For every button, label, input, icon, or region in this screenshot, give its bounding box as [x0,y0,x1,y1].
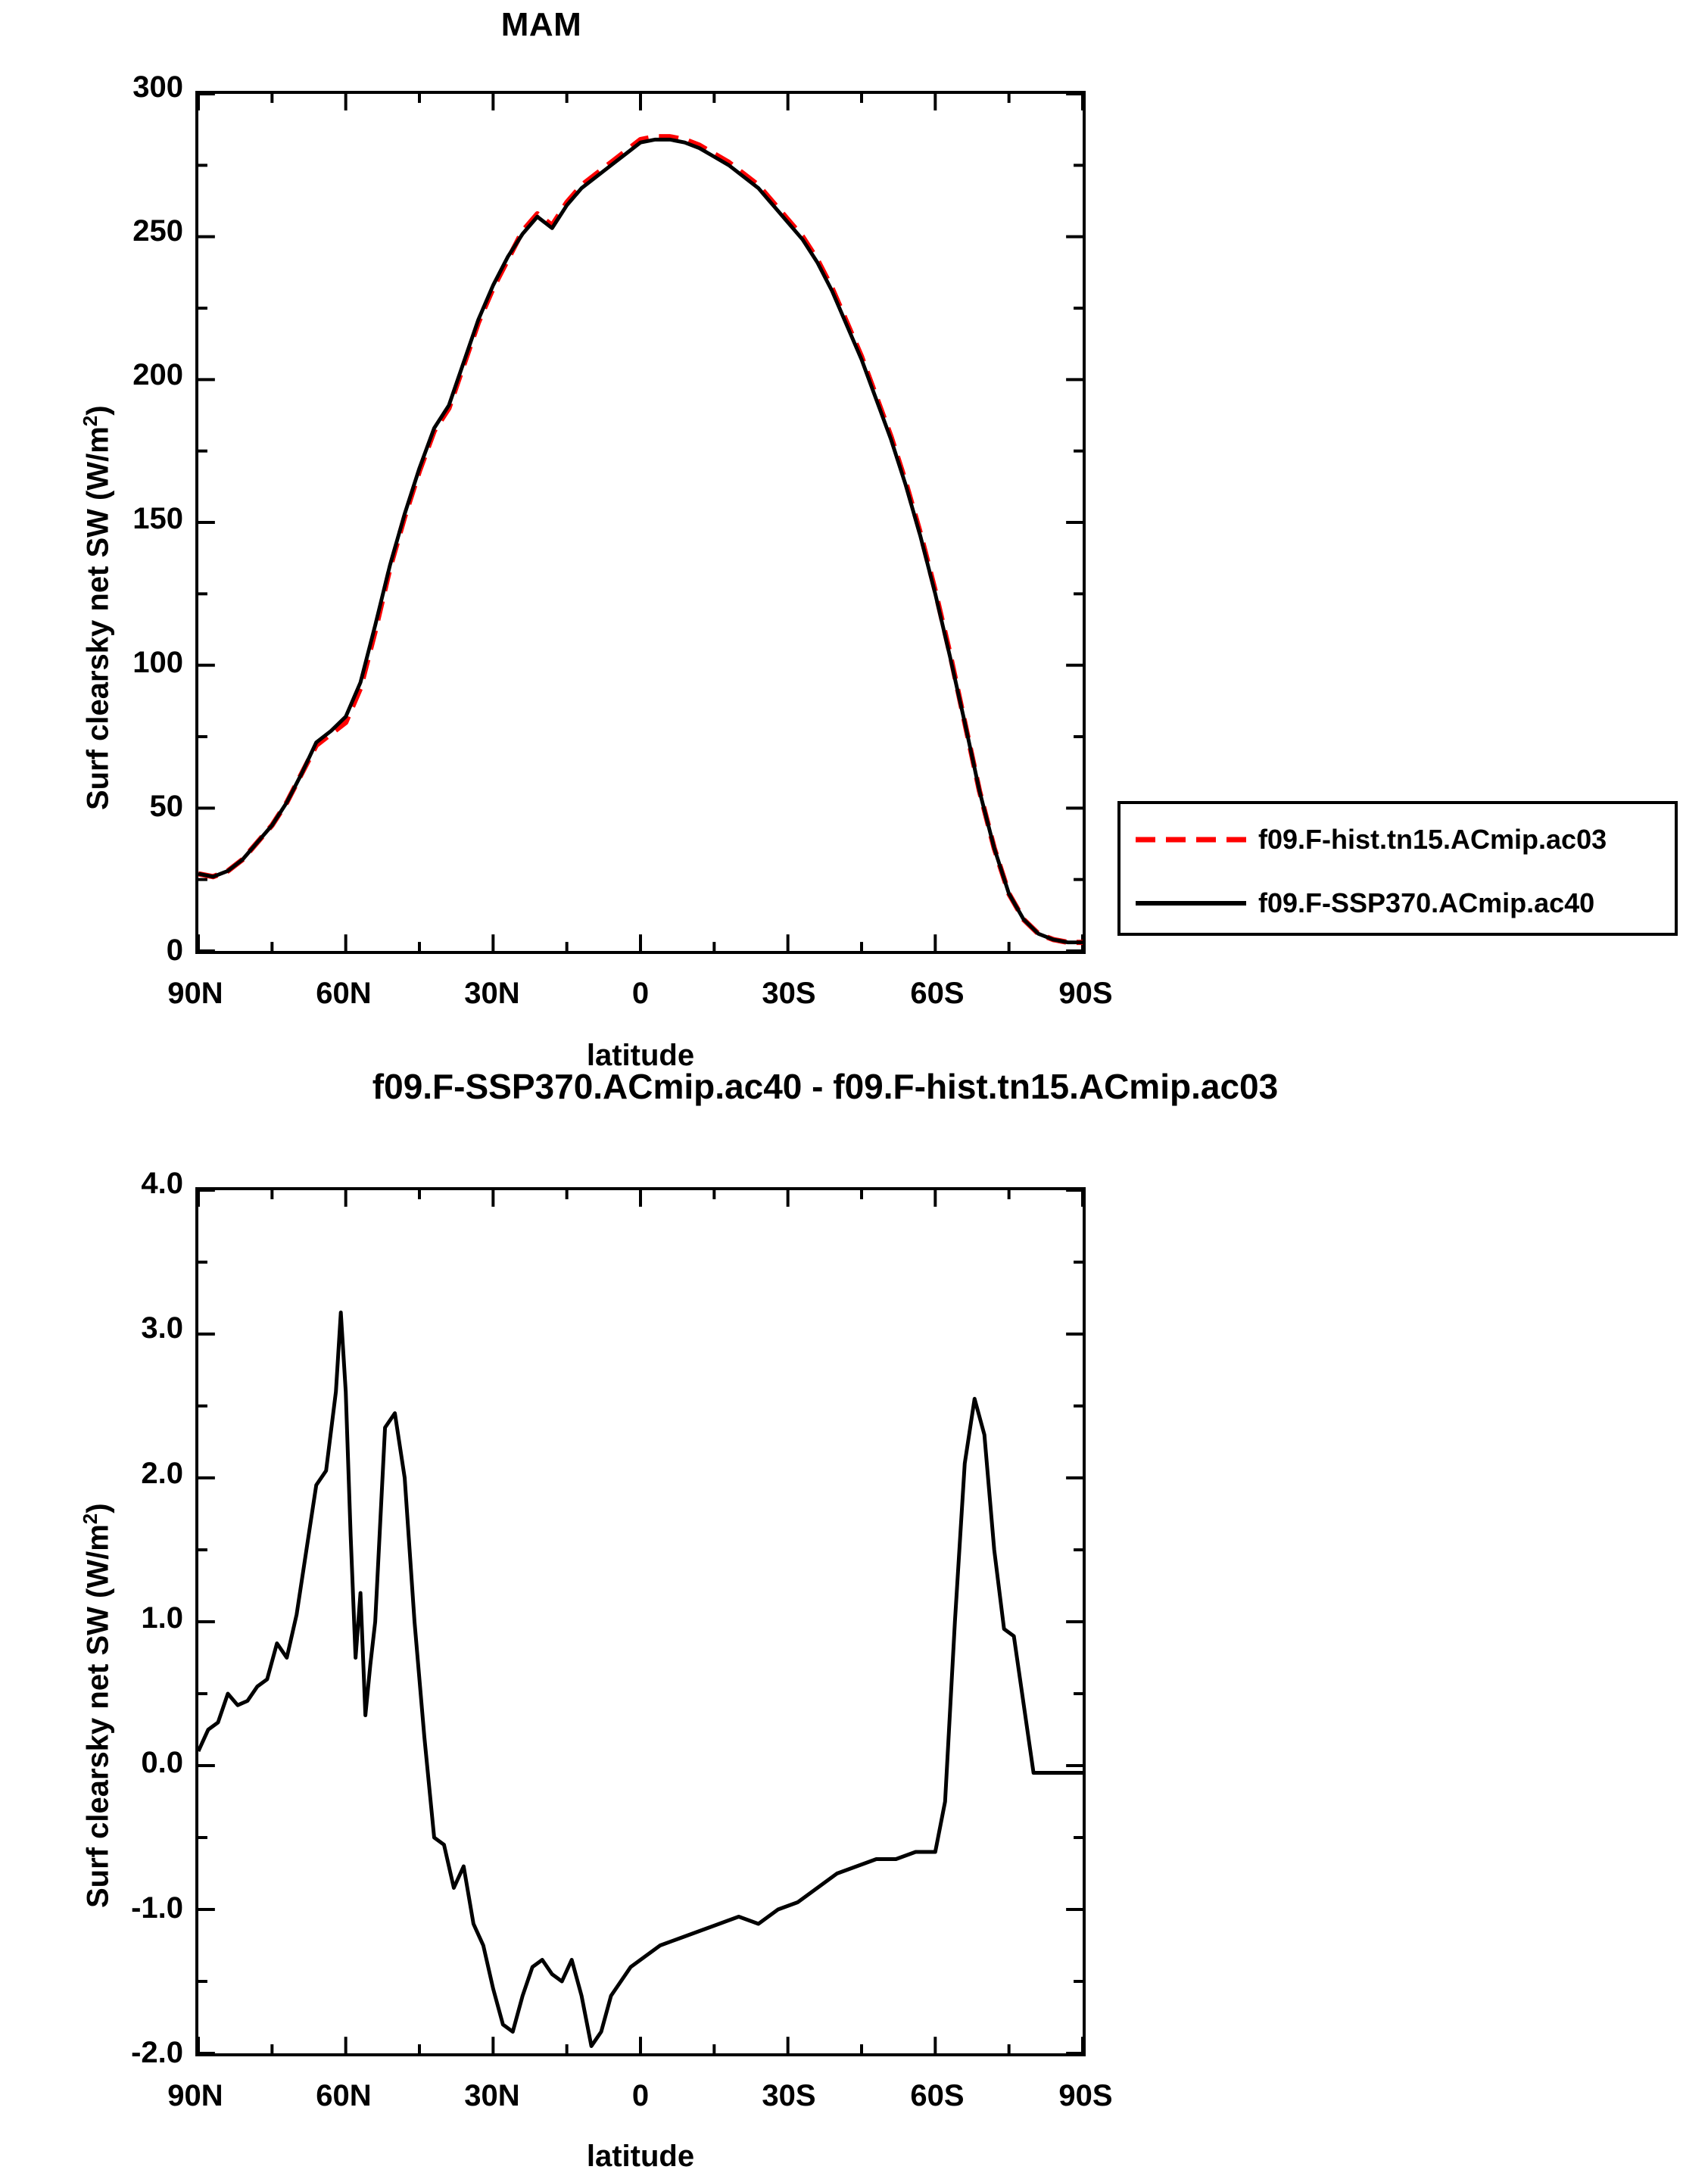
legend-label-0: f09.F-hist.tn15.ACmip.ac03 [1258,824,1607,855]
bottom-plot-svg [198,1190,1083,2053]
top-x-tick-5: 60S [910,977,965,1010]
legend-line-icon-1 [1134,892,1248,915]
top-y-tick-1: 50 [149,790,183,823]
top-y-axis-label-sup: 2 [79,415,101,427]
top-y-tick-5: 250 [132,214,183,248]
bottom-x-tick-4: 30S [762,2079,816,2112]
bottom-y-axis-label [79,1503,115,1908]
bottom-y-tick-0: -2.0 [131,2036,183,2069]
bottom-y-axis-label-text: Surf clearsky net SW (W/m [81,1524,115,1908]
top-x-tick-1: 60N [316,977,372,1010]
bottom-y-axis-label-tail: ) [81,1503,115,1513]
bottom-plot-area [195,1187,1086,2056]
bottom-x-tick-5: 60S [910,2079,965,2112]
top-plot-area [195,91,1086,954]
top-y-tick-0: 0 [166,934,183,967]
top-x-tick-0: 90N [167,977,223,1010]
legend-entry-0 [1120,807,1675,872]
top-y-tick-4: 200 [132,358,183,391]
bottom-x-tick-2: 30N [464,2079,520,2112]
bottom-x-tick-3: 0 [631,2079,650,2112]
top-x-axis-label: latitude [586,1039,695,1072]
top-x-tick-6: 90S [1058,977,1113,1010]
bottom-y-tick-6: 4.0 [141,1167,183,1200]
bottom-x-tick-1: 60N [316,2079,372,2112]
top-y-tick-2: 100 [132,646,183,679]
series-line-0 [198,137,1083,943]
legend-entry-1 [1120,871,1675,936]
bottom-y-tick-2: 0.0 [141,1746,183,1780]
bottom-y-tick-3: 1.0 [141,1601,183,1635]
top-y-tick-6: 300 [132,70,183,104]
series-line-1 [198,139,1083,942]
bottom-chart-title: f09.F-SSP370.ACmip.ac40 - f09.F-hist.tn15.ACmip.ac03 [372,1067,1279,1106]
bottom-x-axis-label: latitude [586,2140,695,2173]
top-y-tick-3: 150 [132,502,183,535]
top-x-tick-2: 30N [464,977,520,1010]
series-line-0 [198,1312,1083,2046]
top-y-axis-label-text: Surf clearsky net SW (W/m [81,426,115,810]
bottom-x-tick-0: 90N [167,2079,223,2112]
bottom-y-tick-4: 2.0 [141,1456,183,1490]
top-chart-title: MAM [500,6,582,43]
top-plot-svg [198,94,1083,951]
bottom-y-tick-5: 3.0 [141,1311,183,1345]
top-y-axis-label [79,405,115,810]
bottom-x-tick-6: 90S [1058,2079,1113,2112]
legend-line-icon-0 [1134,828,1248,851]
bottom-y-tick-1: -1.0 [131,1891,183,1925]
bottom-y-axis-label-sup: 2 [79,1513,101,1525]
top-x-tick-3: 0 [631,977,650,1010]
legend [1117,801,1678,936]
top-y-axis-label-tail: ) [81,405,115,416]
legend-label-1: f09.F-SSP370.ACmip.ac40 [1258,887,1595,918]
top-x-tick-4: 30S [762,977,816,1010]
